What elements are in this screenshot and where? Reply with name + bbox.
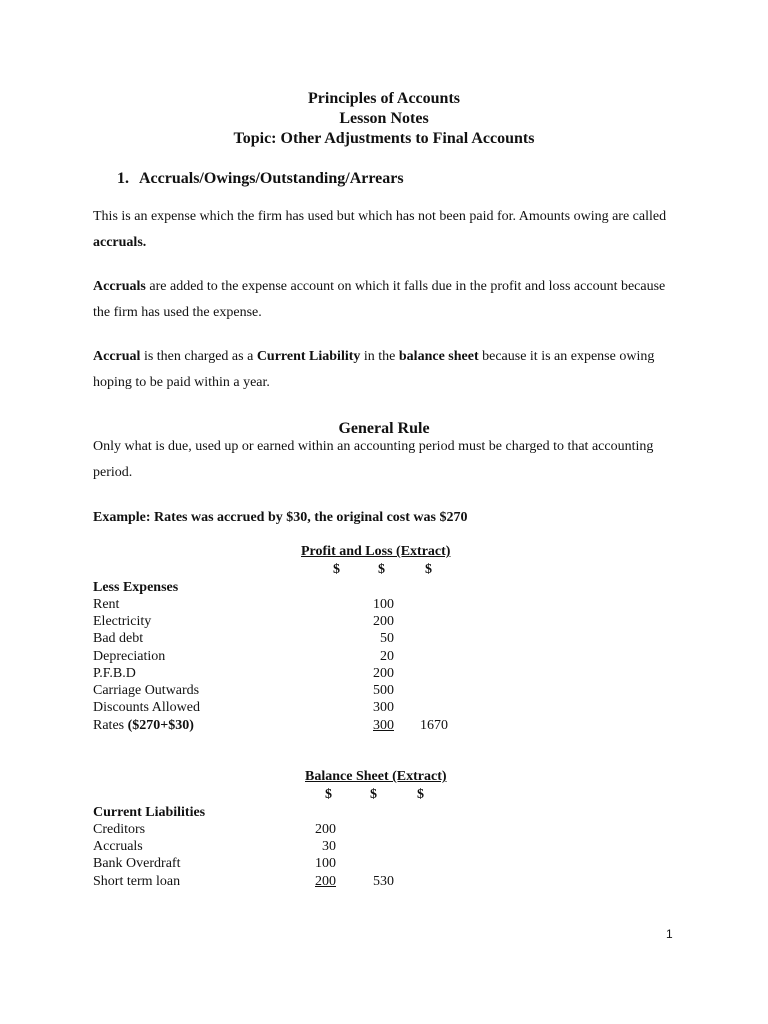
table-row-total: Short term loan 200 530 xyxy=(93,874,394,889)
pl-table-title: Profit and Loss (Extract) xyxy=(301,544,451,559)
doc-title-topic: Topic: Other Adjustments to Final Accounts xyxy=(233,130,535,147)
table-row: Depreciation 20 xyxy=(93,649,394,664)
paragraph-text: in the xyxy=(360,349,399,364)
table-row: Bad debt 50 xyxy=(93,631,394,646)
paragraph-bold: accruals. xyxy=(93,235,147,250)
paragraph-current-liability xyxy=(93,344,683,396)
example-statement: Example: Rates was accrued by $30, the original cost was $270 xyxy=(93,510,468,525)
pl-currency-col3: $ xyxy=(425,562,432,577)
table-row: Accruals 30 xyxy=(93,839,336,854)
general-rule-heading: General Rule xyxy=(338,420,430,437)
bs-currency-col3: $ xyxy=(417,787,424,802)
table-row-total: Rates ($270+$30) 300 1670 xyxy=(93,718,448,733)
table-row: Carriage Outwards 500 xyxy=(93,683,394,698)
paragraph-accruals-added xyxy=(93,274,683,326)
table-row: Rent 100 xyxy=(93,597,394,612)
paragraph-text: is then charged as a xyxy=(140,349,257,364)
bs-section-label: Current Liabilities xyxy=(93,805,206,820)
bs-currency-col1: $ xyxy=(325,787,332,802)
general-rule-text: Only what is due, used up or earned within an accounting period must be charged to that accounting period. xyxy=(93,439,654,480)
pl-currency-col2: $ xyxy=(378,562,385,577)
table-row: Creditors 200 xyxy=(93,822,336,837)
doc-title-lesson: Lesson Notes xyxy=(339,110,429,127)
bs-total: 530 xyxy=(373,874,394,889)
paragraph-text: because it is an expense owing hoping to be paid within a year. xyxy=(93,349,655,390)
page-number: 1 xyxy=(666,927,673,941)
bs-table-title: Balance Sheet (Extract) xyxy=(305,769,447,784)
section-number: 1. xyxy=(117,170,129,187)
table-row: Electricity 200 xyxy=(93,614,394,629)
pl-currency-col1: $ xyxy=(333,562,340,577)
table-row: P.F.B.D 200 xyxy=(93,666,394,681)
section-heading xyxy=(117,170,404,188)
pl-section-label: Less Expenses xyxy=(93,580,179,595)
doc-title-subject: Principles of Accounts xyxy=(308,90,460,107)
paragraph-bold: balance sheet xyxy=(398,349,479,364)
paragraph-definition xyxy=(93,204,683,256)
bs-currency-col2: $ xyxy=(370,787,377,802)
pl-total: 1670 xyxy=(420,718,448,733)
paragraph-bold: Accruals xyxy=(93,279,146,294)
paragraph-text: This is an expense which the firm has used but which has not been paid for. Amounts owing are called xyxy=(93,209,667,224)
table-row: Discounts Allowed 300 xyxy=(93,700,394,715)
paragraph-text: are added to the expense account on which it falls due in the profit and loss account because the firm has used the expense. xyxy=(93,279,666,320)
section-title: Accruals/Owings/Outstanding/Arrears xyxy=(139,170,404,187)
paragraph-bold: Current Liability xyxy=(256,349,361,364)
table-row: Bank Overdraft 100 xyxy=(93,856,336,871)
paragraph-bold: Accrual xyxy=(93,349,141,364)
